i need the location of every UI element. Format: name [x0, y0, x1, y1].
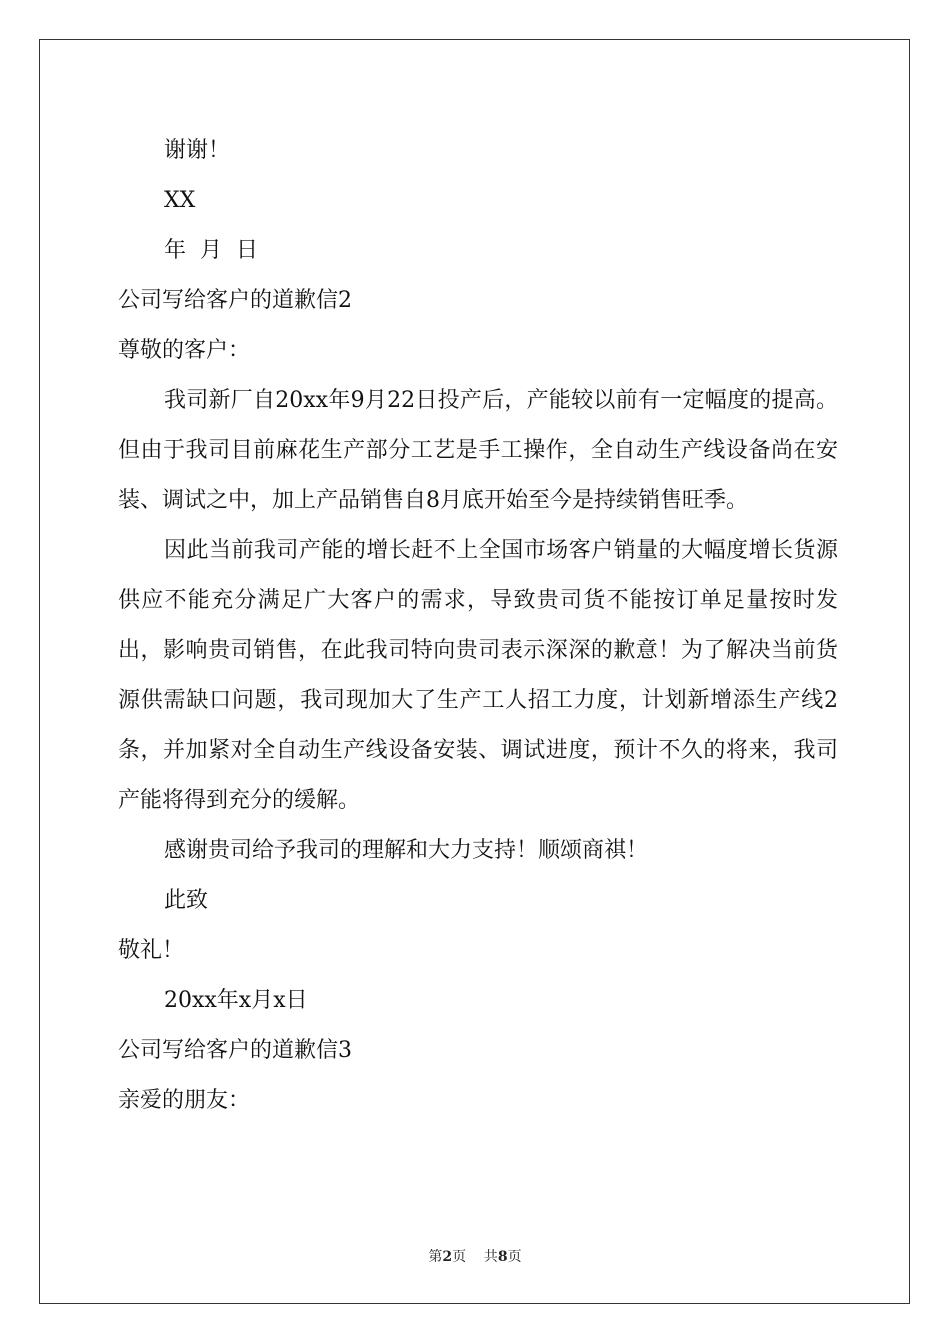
page-suffix: 页 — [452, 1249, 467, 1265]
letter2-title: 公司写给客户的道歉信2 — [118, 288, 352, 313]
thanks-line: 谢谢！ — [164, 138, 231, 163]
letter3-title: 公司写给客户的道歉信3 — [118, 1038, 352, 1063]
page-prefix: 第 — [428, 1249, 443, 1265]
page-footer — [0, 1246, 950, 1266]
letter2-closing-2: 敬礼！ — [118, 938, 185, 963]
letter3-greeting: 亲爱的朋友： — [118, 1088, 251, 1113]
date-line: 年 月 日 — [164, 238, 258, 263]
letter2-date: 20xx年x月x日 — [164, 988, 308, 1013]
letter2-paragraph-1: 我司新厂自20xx年9月22日投产后，产能较以前有一定幅度的提高。但由于我司目前麻花生产部分工艺是手工操作，全自动生产线设备尚在安装、调试之中，加上产品销售自8月底开始至今是持续销售旺季。 — [118, 388, 838, 513]
page-number: 2 — [442, 1249, 453, 1265]
total-pages: 8 — [497, 1249, 508, 1265]
letter2-paragraph-2: 因此当前我司产能的增长赶不上全国市场客户销量的大幅度增长货源供应不能充分满足广大客户的需求，导致贵司货不能按订单足量按时发出，影响贵司销售，在此我司特向贵司表示深深的歉意！为了解决当前货源供需缺口问题，我司现加大了生产工人招工力度，计划新增添生产线2条，并加紧对全自动生产线设备安装、调试进度，预计不久的将来，我司产能将得到充分的缓解。 — [118, 538, 838, 813]
letter2-paragraph-3: 感谢贵司给予我司的理解和大力支持！顺颂商祺！ — [164, 838, 649, 863]
signature-line: XX — [164, 188, 196, 213]
total-suffix: 页 — [507, 1249, 522, 1265]
letter2-greeting: 尊敬的客户： — [118, 338, 251, 363]
letter2-closing-1: 此致 — [164, 888, 209, 913]
total-prefix: 共 — [483, 1249, 498, 1265]
document-body — [118, 126, 838, 1126]
